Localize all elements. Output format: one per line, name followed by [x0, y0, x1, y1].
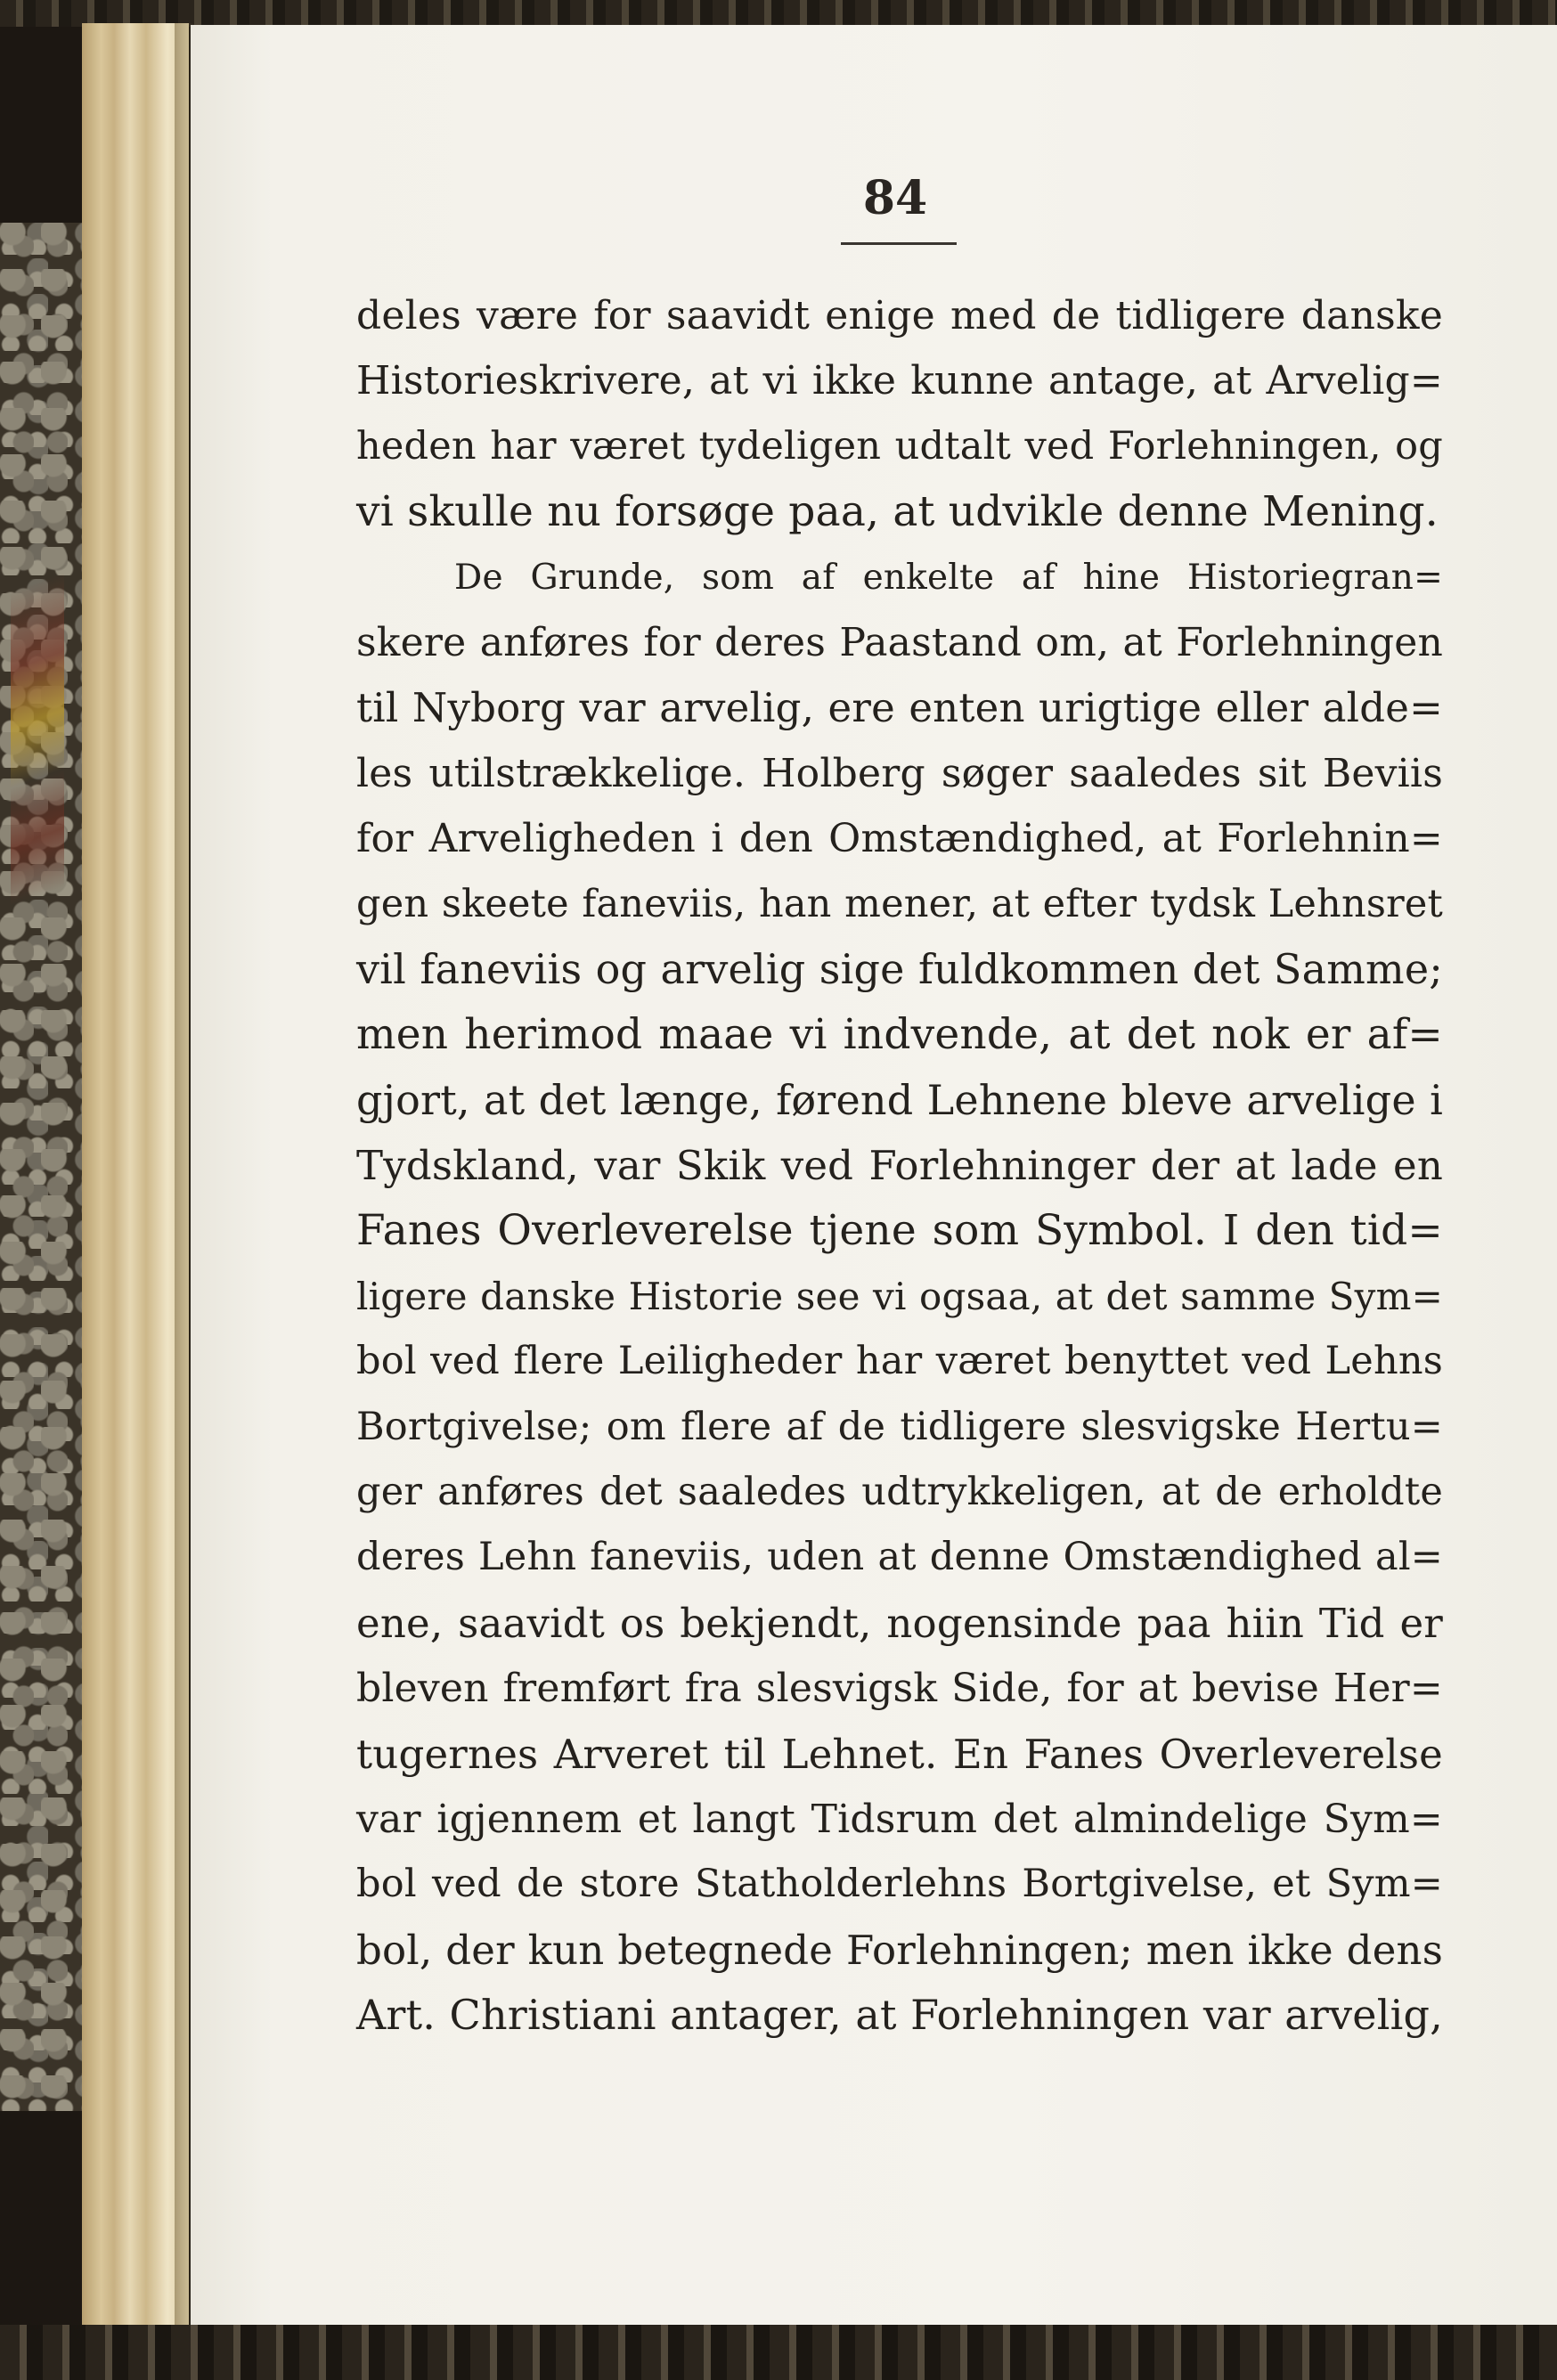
marbled-endpaper: [0, 223, 89, 2111]
top-border: [0, 0, 1557, 27]
text-line: for Arveligheden i den Omstændighed, at Forlehnin=: [356, 816, 1443, 862]
text-line: skere anføres for deres Paastand om, at Forlehningen: [356, 619, 1443, 665]
text-line: bol, der kun betegnede Forlehningen; men ikke dens: [356, 1926, 1443, 1974]
text-line: De Grunde, som af enkelte af hine Historiegran=: [454, 557, 1443, 598]
text-line: gjort, at det længe, førend Lehnene bleve arvelige i: [356, 1075, 1443, 1124]
text-line: ger anføres det saaledes udtrykkeligen, at de erholdte: [356, 1470, 1443, 1515]
text-line: ligere danske Historie see vi ogsaa, at det samme Sym=: [356, 1274, 1443, 1318]
text-line: til Nyborg var arvelig, ere enten urigtige eller alde=: [356, 684, 1443, 732]
bottom-border: [0, 2325, 1557, 2380]
text-line: vil faneviis og arvelig sige fuldkommen det Samme;: [356, 944, 1443, 993]
text-line: deres Lehn faneviis, uden at denne Omstændighed al=: [356, 1535, 1443, 1580]
text-line: bol ved flere Leiligheder har været benyttet ved Lehns: [356, 1339, 1443, 1384]
marble-stripe: [11, 552, 64, 926]
text-line: var igjennem et langt Tidsrum det almindelige Sym=: [356, 1796, 1443, 1842]
page-number-rule: [841, 242, 957, 245]
text-line: Tydskland, var Skik ved Forlehninger der at lade en: [356, 1142, 1443, 1190]
text-line: ene, saavidt os bekjendt, nogensinde paa hiin Tid er: [356, 1599, 1443, 1647]
text-line: deles være for saavidt enige med de tidligere danske: [356, 293, 1443, 338]
text-line: heden har været tydeligen udtalt ved Forlehningen, og: [356, 423, 1443, 469]
body-text: [356, 283, 1443, 2049]
text-line: Historieskrivere, at vi ikke kunne antage, at Arvelig=: [356, 358, 1443, 404]
text-line: Art. Christiani antager, at Forlehningen var arvelig,: [356, 1991, 1443, 2040]
text-line: men herimod maae vi indvende, at det nok er af=: [356, 1010, 1443, 1060]
text-line: tugernes Arveret til Lehnet. En Fanes Overleverelse: [356, 1730, 1443, 1778]
text-line: gen skeete faneviis, han mener, at efter tydsk Lehnsret: [356, 881, 1443, 926]
text-line: les utilstrækkelige. Holberg søger saaledes sit Beviis: [356, 750, 1443, 796]
text-line: Bortgivelse; om flere af de tidligere slesvigske Hertu=: [356, 1404, 1443, 1449]
text-line: bleven fremført fra slesvigsk Side, for at bevise Her=: [356, 1666, 1443, 1712]
text-line: vi skulle nu forsøge paa, at udvikle denne Mening.: [356, 487, 1439, 537]
text-line: bol ved de store Statholderlehns Bortgivelse, et Sym=: [356, 1862, 1443, 1907]
page-edges: [82, 23, 189, 2330]
text-line: Fanes Overleverelse tjene som Symbol. I den tid=: [356, 1206, 1443, 1256]
page-number: 84: [862, 171, 928, 225]
